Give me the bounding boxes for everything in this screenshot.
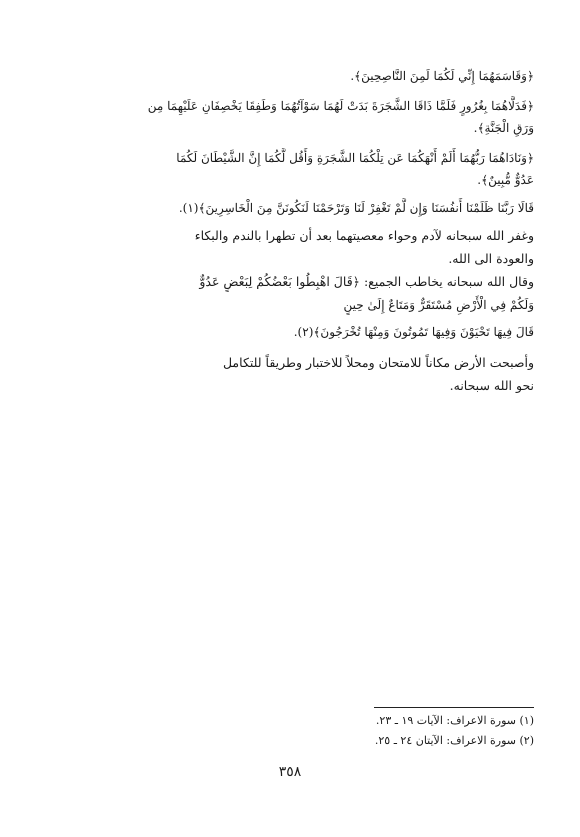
footnote-divider <box>374 707 534 708</box>
verse-line-2: ﴿فَدَلَّاهُمَا بِغُرُورٍ فَلَمَّا ذَاقَا الشَّجَرَةَ بَدَتْ لَهُمَا سَوْآتُهُمَا وَطَفِقَا يَخْصِفَانِ عَلَيْهِمَا مِن <box>147 99 534 113</box>
paragraph-line-1: وغفر الله سبحانه لآدم وحواء معصيتهما بعد أن تطهرا بالندم والبكاء <box>194 228 534 243</box>
verse-line-7: وَلَكُمْ فِي الْأَرْضِ مُسْتَقَرٌّ وَمَتَاعٌ إِلَىٰ حِينٍ <box>343 298 534 312</box>
paragraph-line-3: وقال الله سبحانه يخاطب الجميع: ﴿قَالَ اهْبِطُوا بَعْضُكُمْ لِبَعْضٍ عَدُوٌّ <box>199 274 534 289</box>
page-number: ٣٥٨ <box>278 764 302 780</box>
verse-line-1: ﴿وَقَاسَمَهُمَا إِنِّي لَكُمَا لَمِنَ النَّاصِحِينَ﴾. <box>350 69 534 83</box>
paragraph-line-4: وأصبحت الأرض مكاناً للامتحان ومحلاً للاختبار وطريقاً للتكامل <box>222 355 534 370</box>
verse-line-4: ﴿وَنَادَاهُمَا رَبُّهُمَا أَلَمْ أَنْهَكُمَا عَن تِلْكُمَا الشَّجَرَةِ وَأَقُل لَّكُمَا إِنَّ الشَّيْطَانَ لَكُمَا <box>176 151 534 165</box>
footnote-2: (٢) سورة الاعراف: الآيتان ٢٤ ـ ٢٥. <box>374 734 534 747</box>
verse-line-5: عَدُوٌّ مُّبِينٌ﴾. <box>477 173 534 187</box>
paragraph-line-5: نحو الله سبحانه. <box>449 378 534 393</box>
verse-line-6: قَالَا رَبَّنَا ظَلَمْنَا أَنفُسَنَا وَإِن لَّمْ تَغْفِرْ لَنَا وَتَرْحَمْنَا لَنَكُونَنَّ مِنَ الْخَاسِرِينَ﴾(١). <box>178 201 534 215</box>
verse-line-8: قَالَ فِيهَا تَحْيَوْنَ وَفِيهَا تَمُوتُونَ وَمِنْهَا تُخْرَجُونَ﴾(٢). <box>293 325 534 339</box>
verse-line-3: وَرَقِ الْجَنَّةِ﴾. <box>473 121 534 135</box>
paragraph-line-2: والعودة الى الله. <box>448 251 534 266</box>
footnote-1: (١) سورة الاعراف: الآيات ١٩ ـ ٢٣. <box>375 714 534 727</box>
